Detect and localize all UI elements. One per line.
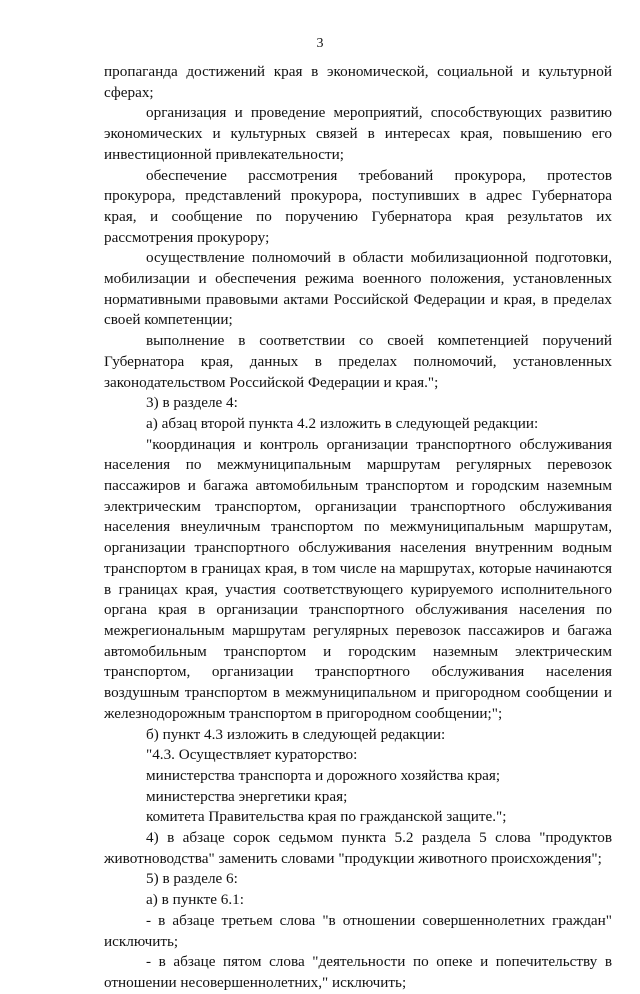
paragraph: 4) в абзаце сорок седьмом пункта 5.2 раздела 5 слова "продуктов животноводства" заменить словами "продукции животного происхождения"; — [104, 829, 612, 867]
paragraph: б) пункт 4.3 изложить в следующей редакции: — [146, 725, 446, 743]
page-number: 3 — [316, 36, 324, 51]
document-body — [104, 62, 612, 994]
paragraph: осуществление полномочий в области мобилизационной подготовки, мобилизации и обеспечения режима военного положения, установленных нормативными правовыми актами Российской Федерации и края, в пределах своей компетенции; — [104, 249, 612, 329]
paragraph: - в абзаце пятом слова "деятельности по опеке и попечительству в отношении несовершеннолетних," исключить; — [104, 953, 612, 991]
paragraph: организация и проведение мероприятий, способствующих развитию экономических и культурных связей в интересах края, повышению его инвестиционной привлекательности; — [104, 104, 612, 163]
paragraph: министерства энергетики края; — [146, 787, 348, 805]
paragraph: а) в пункте 6.1: — [146, 891, 244, 909]
paragraph: пропаганда достижений края в экономической, социальной и культурной сферах; — [104, 63, 612, 101]
paragraph: 3) в разделе 4: — [146, 394, 238, 412]
paragraph: а) абзац второй пункта 4.2 изложить в следующей редакции: — [146, 414, 539, 432]
paragraph: 5) в разделе 6: — [146, 870, 238, 888]
paragraph: выполнение в соответствии со своей компетенцией поручений Губернатора края, данных в пределах полномочий, установленных законодательством Российской Федерации и края."; — [104, 332, 612, 391]
paragraph: - в абзаце третьем слова "в отношении совершеннолетних граждан" исключить; — [104, 911, 612, 950]
paragraph: обеспечение рассмотрения требований прокурора, протестов прокурора, представлений прокурора, поступивших в адрес Губернатора края, и сообщение по поручению Губернатора края результатов их рассмотрения прокурору; — [104, 166, 612, 246]
paragraph: "координация и контроль организации транспортного обслуживания населения по межмуниципальным маршрутам регулярных перевозок пассажиров и багажа автомобильным транспортом и городским наземным электрическим транспортом, организации транспортного обслуживания населения внеуличным транспортом по межмуниципальным маршрутам, организации транспортного обслуживания населения внутренним водным транспортом в границах края, в том числе на маршрутах, которые начинаются в границах края, участия соответствующего курируемого исполнительного органа края в организации транспортного обслуживания населения по межрегиональным маршрутам регулярных перевозок пассажиров и багажа автомобильным транспортом и городским наземным электрическим транспортом, организации транспортного обслуживания населения воздушным транспортом в межмуниципальном и пригородном сообщении и железнодорожным транспортом в пригородном сообщении;"; — [104, 435, 612, 722]
paragraph: "4.3. Осуществляет кураторство: — [146, 746, 358, 764]
paragraph: комитета Правительства края по гражданской защите."; — [146, 808, 507, 826]
paragraph: министерства транспорта и дорожного хозяйства края; — [146, 766, 501, 784]
